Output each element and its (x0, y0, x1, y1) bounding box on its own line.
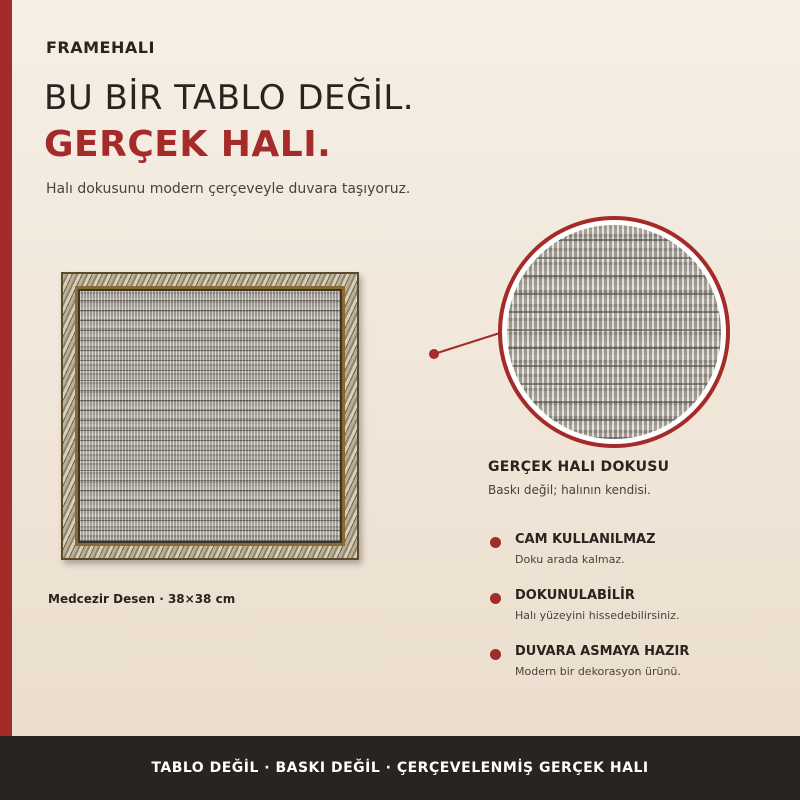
feature-title: DUVARA ASMAYA HAZIR (515, 644, 690, 659)
framed-rug-image (61, 272, 359, 560)
feature-description: Halı yüzeyini hissedebilirsiniz. (515, 609, 680, 622)
detail-subtitle: Baskı değil; halının kendisi. (488, 483, 651, 497)
detail-title: GERÇEK HALI DOKUSU (488, 459, 670, 475)
tagline: Halı dokusunu modern çerçeveyle duvara taşıyoruz. (46, 181, 411, 197)
footer-text: TABLO DEĞİL · BASKI DEĞİL · ÇERÇEVELENMİŞ GERÇEK HALI (151, 760, 649, 776)
bullet-dot-icon (490, 593, 501, 604)
rug-texture (80, 291, 340, 541)
feature-title: CAM KULLANILMAZ (515, 532, 656, 547)
product-caption: Medcezir Desen · 38×38 cm (48, 592, 236, 606)
left-accent-bar (0, 0, 12, 736)
bullet-dot-icon (490, 537, 501, 548)
headline-line-2: GERÇEK HALI. (44, 124, 332, 165)
feature-description: Doku arada kalmaz. (515, 553, 625, 566)
feature-description: Modern bir dekorasyon ürünü. (515, 665, 681, 678)
texture-zoom-circle (498, 216, 730, 448)
texture-zoom-image (507, 225, 721, 439)
brand-logo: FRAMEHALI (46, 38, 155, 57)
footer-banner (0, 736, 800, 800)
bullet-dot-icon (490, 649, 501, 660)
feature-title: DOKUNULABİLİR (515, 588, 635, 603)
frame-inner-border (75, 286, 345, 546)
headline-line-1: BU BİR TABLO DEĞİL. (44, 78, 415, 118)
